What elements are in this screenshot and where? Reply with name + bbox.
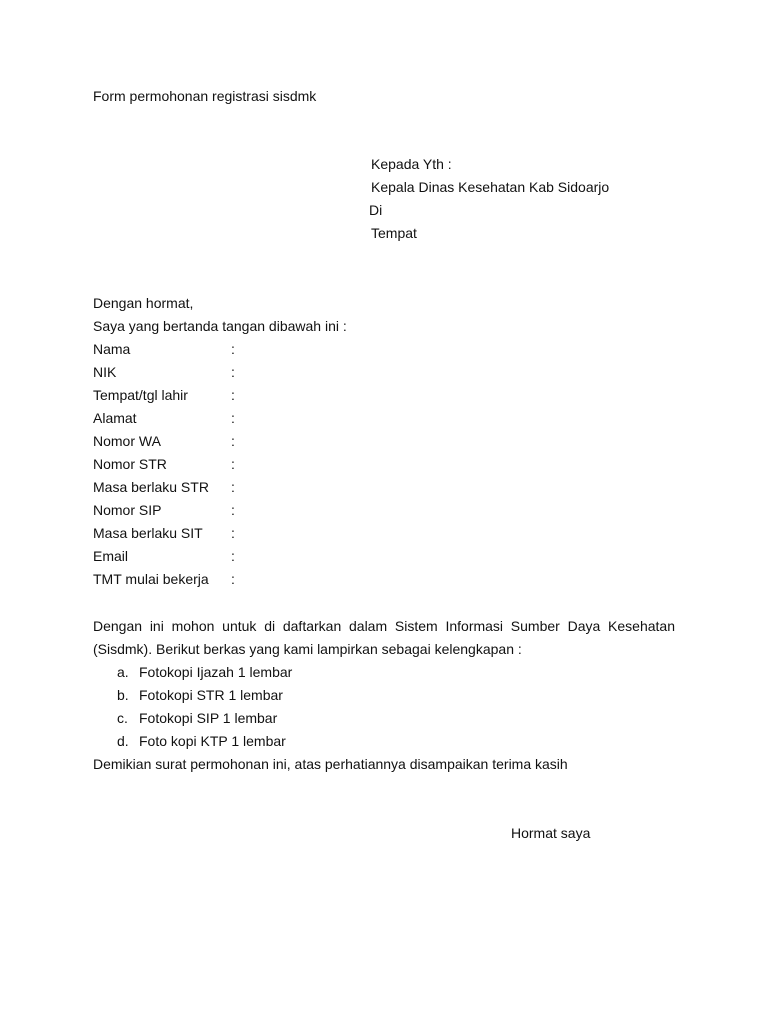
field-label: Nama	[93, 341, 131, 357]
field-row	[93, 407, 241, 430]
field-label: NIK	[93, 364, 117, 380]
field-colon: :	[231, 479, 235, 495]
field-row	[93, 545, 241, 568]
list-item	[93, 661, 292, 684]
request-paragraph	[93, 615, 675, 661]
field-label: Tempat/tgl lahir	[93, 387, 188, 403]
list-item	[93, 730, 292, 753]
field-colon: :	[231, 525, 235, 541]
field-colon: :	[231, 456, 235, 472]
recipient-line-addressee: Kepada Yth :	[371, 156, 452, 172]
field-row	[93, 522, 241, 545]
field-label: Nomor SIP	[93, 502, 162, 518]
field-colon: :	[231, 433, 235, 449]
list-item-text: Fotokopi Ijazah 1 lembar	[139, 664, 293, 680]
field-label: Masa berlaku SIT	[93, 525, 203, 541]
recipient-line-office: Kepala Dinas Kesehatan Kab Sidoarjo	[371, 179, 610, 195]
field-label: Masa berlaku STR	[93, 479, 209, 495]
document-title: Form permohonan registrasi sisdmk	[93, 88, 317, 104]
list-item	[93, 684, 292, 707]
field-row	[93, 338, 241, 361]
field-colon: :	[231, 571, 235, 587]
field-label: Email	[93, 548, 129, 564]
field-colon: :	[231, 548, 235, 564]
field-label: Nomor WA	[93, 433, 161, 449]
field-label: TMT mulai bekerja	[93, 571, 209, 587]
list-item-text: Foto kopi KTP 1 lembar	[139, 733, 286, 749]
list-item-text: Fotokopi STR 1 lembar	[139, 687, 283, 703]
field-row	[93, 361, 241, 384]
recipient-block	[371, 153, 609, 245]
attachment-list	[93, 661, 292, 753]
signoff: Hormat saya	[511, 825, 591, 841]
field-row	[93, 384, 241, 407]
list-item-text: Fotokopi SIP 1 lembar	[139, 710, 278, 726]
closing-sentence: Demikian surat permohonan ini, atas perhatiannya disampaikan terima kasih	[93, 756, 568, 772]
field-colon: :	[231, 502, 235, 518]
list-item	[93, 707, 292, 730]
request-paragraph-line-1: Dengan ini mohon untuk di daftarkan dalam Sistem Informasi Sumber Daya Kesehatan	[93, 618, 675, 634]
salutation: Dengan hormat,	[93, 295, 194, 311]
field-label: Nomor STR	[93, 456, 167, 472]
field-row	[93, 499, 241, 522]
field-colon: :	[231, 341, 235, 357]
intro-sentence: Saya yang bertanda tangan dibawah ini :	[93, 318, 347, 334]
field-row	[93, 430, 241, 453]
field-colon: :	[231, 364, 235, 380]
list-marker: a.	[117, 664, 129, 680]
list-marker: c.	[117, 710, 128, 726]
field-row	[93, 476, 241, 499]
list-marker: b.	[117, 687, 129, 703]
request-paragraph-line-2: (Sisdmk). Berikut berkas yang kami lampirkan sebagai kelengkapan :	[93, 641, 522, 657]
list-marker: d.	[117, 733, 129, 749]
applicant-fields	[93, 338, 241, 591]
field-label: Alamat	[93, 410, 137, 426]
recipient-line-di: Di	[369, 202, 383, 218]
field-colon: :	[231, 387, 235, 403]
field-row	[93, 453, 241, 476]
field-row	[93, 568, 241, 591]
field-colon: :	[231, 410, 235, 426]
greeting-block	[93, 292, 347, 338]
recipient-line-place: Tempat	[371, 225, 417, 241]
